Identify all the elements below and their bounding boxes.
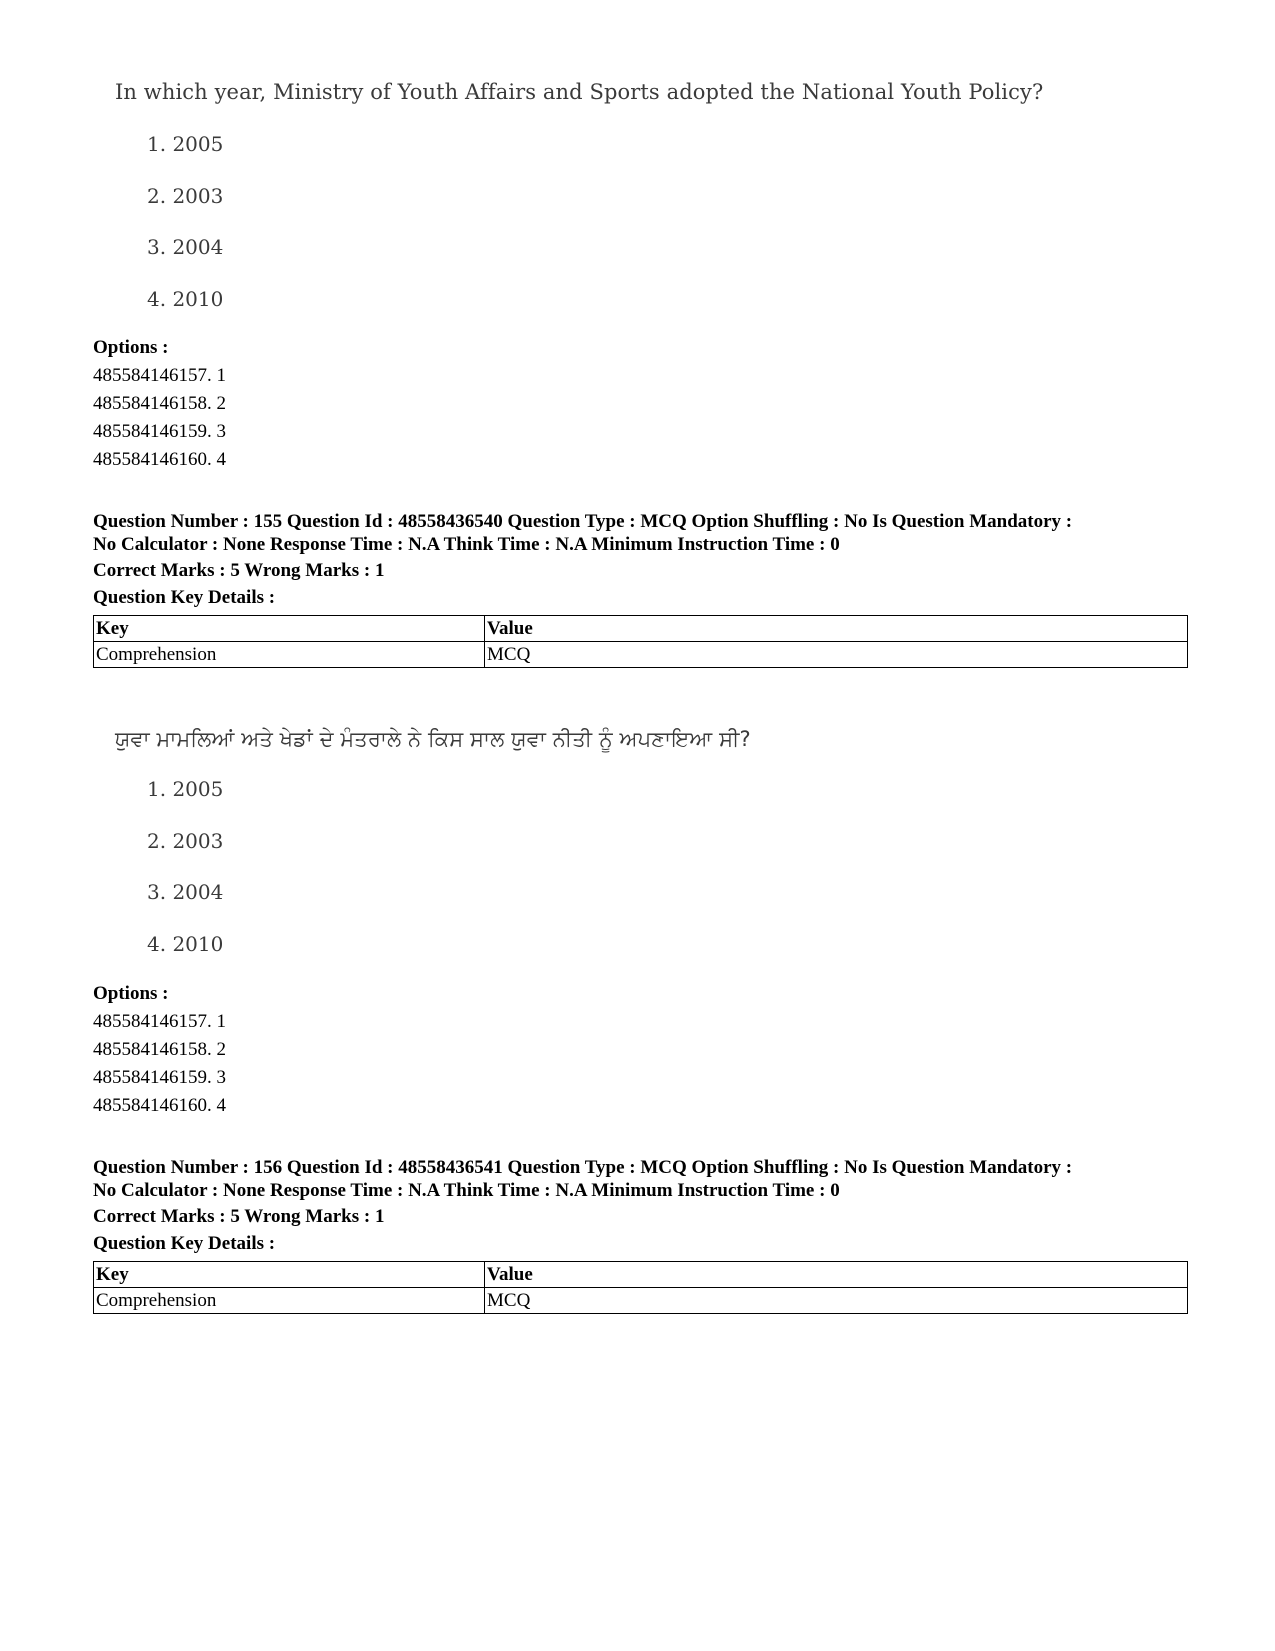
- image-option-1: 1. 2005: [147, 777, 224, 801]
- image-option-3: 3. 2004: [147, 235, 224, 259]
- question-image-punjabi: [115, 727, 1015, 956]
- table-header-key: Key: [94, 1262, 485, 1288]
- table-row: [94, 642, 1188, 668]
- image-option-4: 4. 2010: [147, 932, 224, 956]
- meta-line-1: Question Number : 155 Question Id : 48558436540 Question Type : MCQ Option Shuffling : No Is Question Mandatory :: [93, 511, 1073, 532]
- image-option-3: 3. 2004: [147, 880, 224, 904]
- option-item: 485584146160. 4: [93, 449, 226, 470]
- image-option-1: 1. 2005: [147, 132, 224, 156]
- table-header-row: [94, 616, 1188, 642]
- options-label: Options :: [93, 983, 169, 1004]
- options-list: [93, 980, 1203, 1120]
- question-image-english: [115, 80, 1044, 311]
- question-stem: In which year, Ministry of Youth Affairs and Sports adopted the National Youth Policy?: [115, 80, 1044, 104]
- table-header-row: [94, 1262, 1188, 1288]
- table-header-value: Value: [485, 616, 1188, 642]
- table-header-key: Key: [94, 616, 485, 642]
- table-cell-value: MCQ: [485, 642, 1188, 668]
- option-item: 485584146160. 4: [93, 1095, 226, 1116]
- question-meta: [93, 1156, 1213, 1202]
- question-meta: [93, 510, 1213, 556]
- image-option-4: 4. 2010: [147, 287, 224, 311]
- options-label: Options :: [93, 337, 169, 358]
- table-cell-key: Comprehension: [94, 1288, 485, 1314]
- key-details-label: Question Key Details :: [93, 1233, 276, 1254]
- option-item: 485584146157. 1: [93, 365, 226, 386]
- key-details-table: [93, 615, 1188, 668]
- option-item: 485584146159. 3: [93, 1067, 226, 1088]
- options-list: [93, 334, 1203, 474]
- table-cell-value: MCQ: [485, 1288, 1188, 1314]
- meta-line-1: Question Number : 156 Question Id : 48558436541 Question Type : MCQ Option Shuffling : No Is Question Mandatory :: [93, 1157, 1073, 1178]
- marks-line: Correct Marks : 5 Wrong Marks : 1: [93, 1206, 385, 1227]
- table-header-value: Value: [485, 1262, 1188, 1288]
- table-cell-key: Comprehension: [94, 642, 485, 668]
- question-stem: ਯੁਵਾ ਮਾਮਲਿਆਂ ਅਤੇ ਖੇਡਾਂ ਦੇ ਮੰਤਰਾਲੇ ਨੇ ਕਿਸ ਸਾਲ ਯੁਵਾ ਨੀਤੀ ਨੂੰ ਅਪਣਾਇਆ ਸੀ?: [115, 727, 751, 751]
- option-item: 485584146157. 1: [93, 1011, 226, 1032]
- image-option-2: 2. 2003: [147, 829, 224, 853]
- option-item: 485584146158. 2: [93, 1039, 226, 1060]
- image-option-2: 2. 2003: [147, 184, 224, 208]
- meta-line-2: No Calculator : None Response Time : N.A Think Time : N.A Minimum Instruction Time : 0: [93, 1180, 840, 1201]
- option-item: 485584146159. 3: [93, 421, 226, 442]
- key-details-label: Question Key Details :: [93, 587, 276, 608]
- key-details-table: [93, 1261, 1188, 1314]
- meta-line-2: No Calculator : None Response Time : N.A Think Time : N.A Minimum Instruction Time : 0: [93, 534, 840, 555]
- marks-line: Correct Marks : 5 Wrong Marks : 1: [93, 560, 385, 581]
- option-item: 485584146158. 2: [93, 393, 226, 414]
- table-row: [94, 1288, 1188, 1314]
